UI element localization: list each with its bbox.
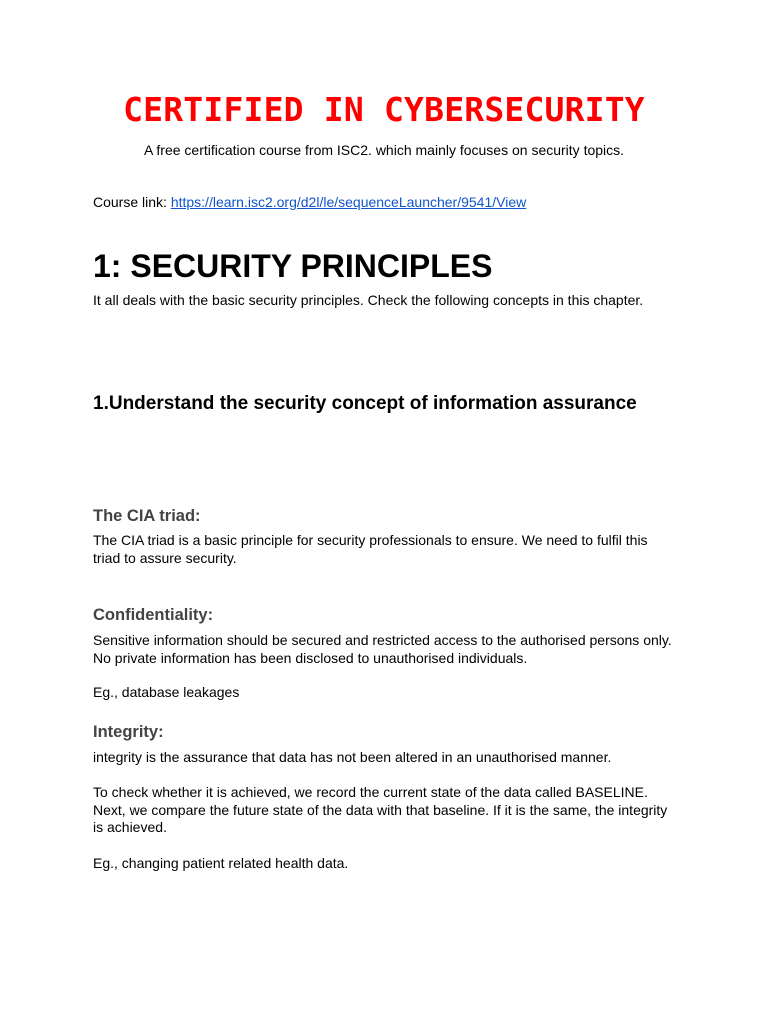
cia-triad-heading: The CIA triad: xyxy=(93,507,201,525)
confidentiality-heading: Confidentiality: xyxy=(93,606,214,624)
section-intro: It all deals with the basic security principles. Check the following concepts in this chapter. xyxy=(93,292,644,308)
course-link-line xyxy=(93,194,678,212)
integrity-text: integrity is the assurance that data has not been altered in an unauthorised manner. xyxy=(93,749,612,765)
course-link[interactable]: https://learn.isc2.org/d2l/le/sequenceLauncher/9541/View xyxy=(170,194,527,210)
confidentiality-example: Eg., database leakages xyxy=(93,684,240,700)
section-heading: 1: SECURITY PRINCIPLES xyxy=(93,248,493,284)
document-title: CERTIFIED IN CYBERSECURITY xyxy=(123,90,645,129)
confidentiality-text: Sensitive information should be secured and restricted access to the authorised persons only. No private information has been disclosed to unauthorised individuals. xyxy=(93,632,672,666)
course-link-label: Course link: xyxy=(93,194,171,210)
integrity-example: Eg., changing patient related health data. xyxy=(93,855,349,871)
integrity-heading: Integrity: xyxy=(93,723,164,741)
cia-triad-text: The CIA triad is a basic principle for security professionals to ensure. We need to fulfil this triad to assure security. xyxy=(93,532,648,566)
integrity-check-text: To check whether it is achieved, we record the current state of the data called BASELINE. Next, we compare the future state of the data with that baseline. If it is the same, the integrity is achieved. xyxy=(93,784,668,835)
document-subtitle: A free certification course from ISC2. which mainly focuses on security topics. xyxy=(143,142,625,158)
subsection-heading: 1.Understand the security concept of information assurance xyxy=(93,393,637,414)
